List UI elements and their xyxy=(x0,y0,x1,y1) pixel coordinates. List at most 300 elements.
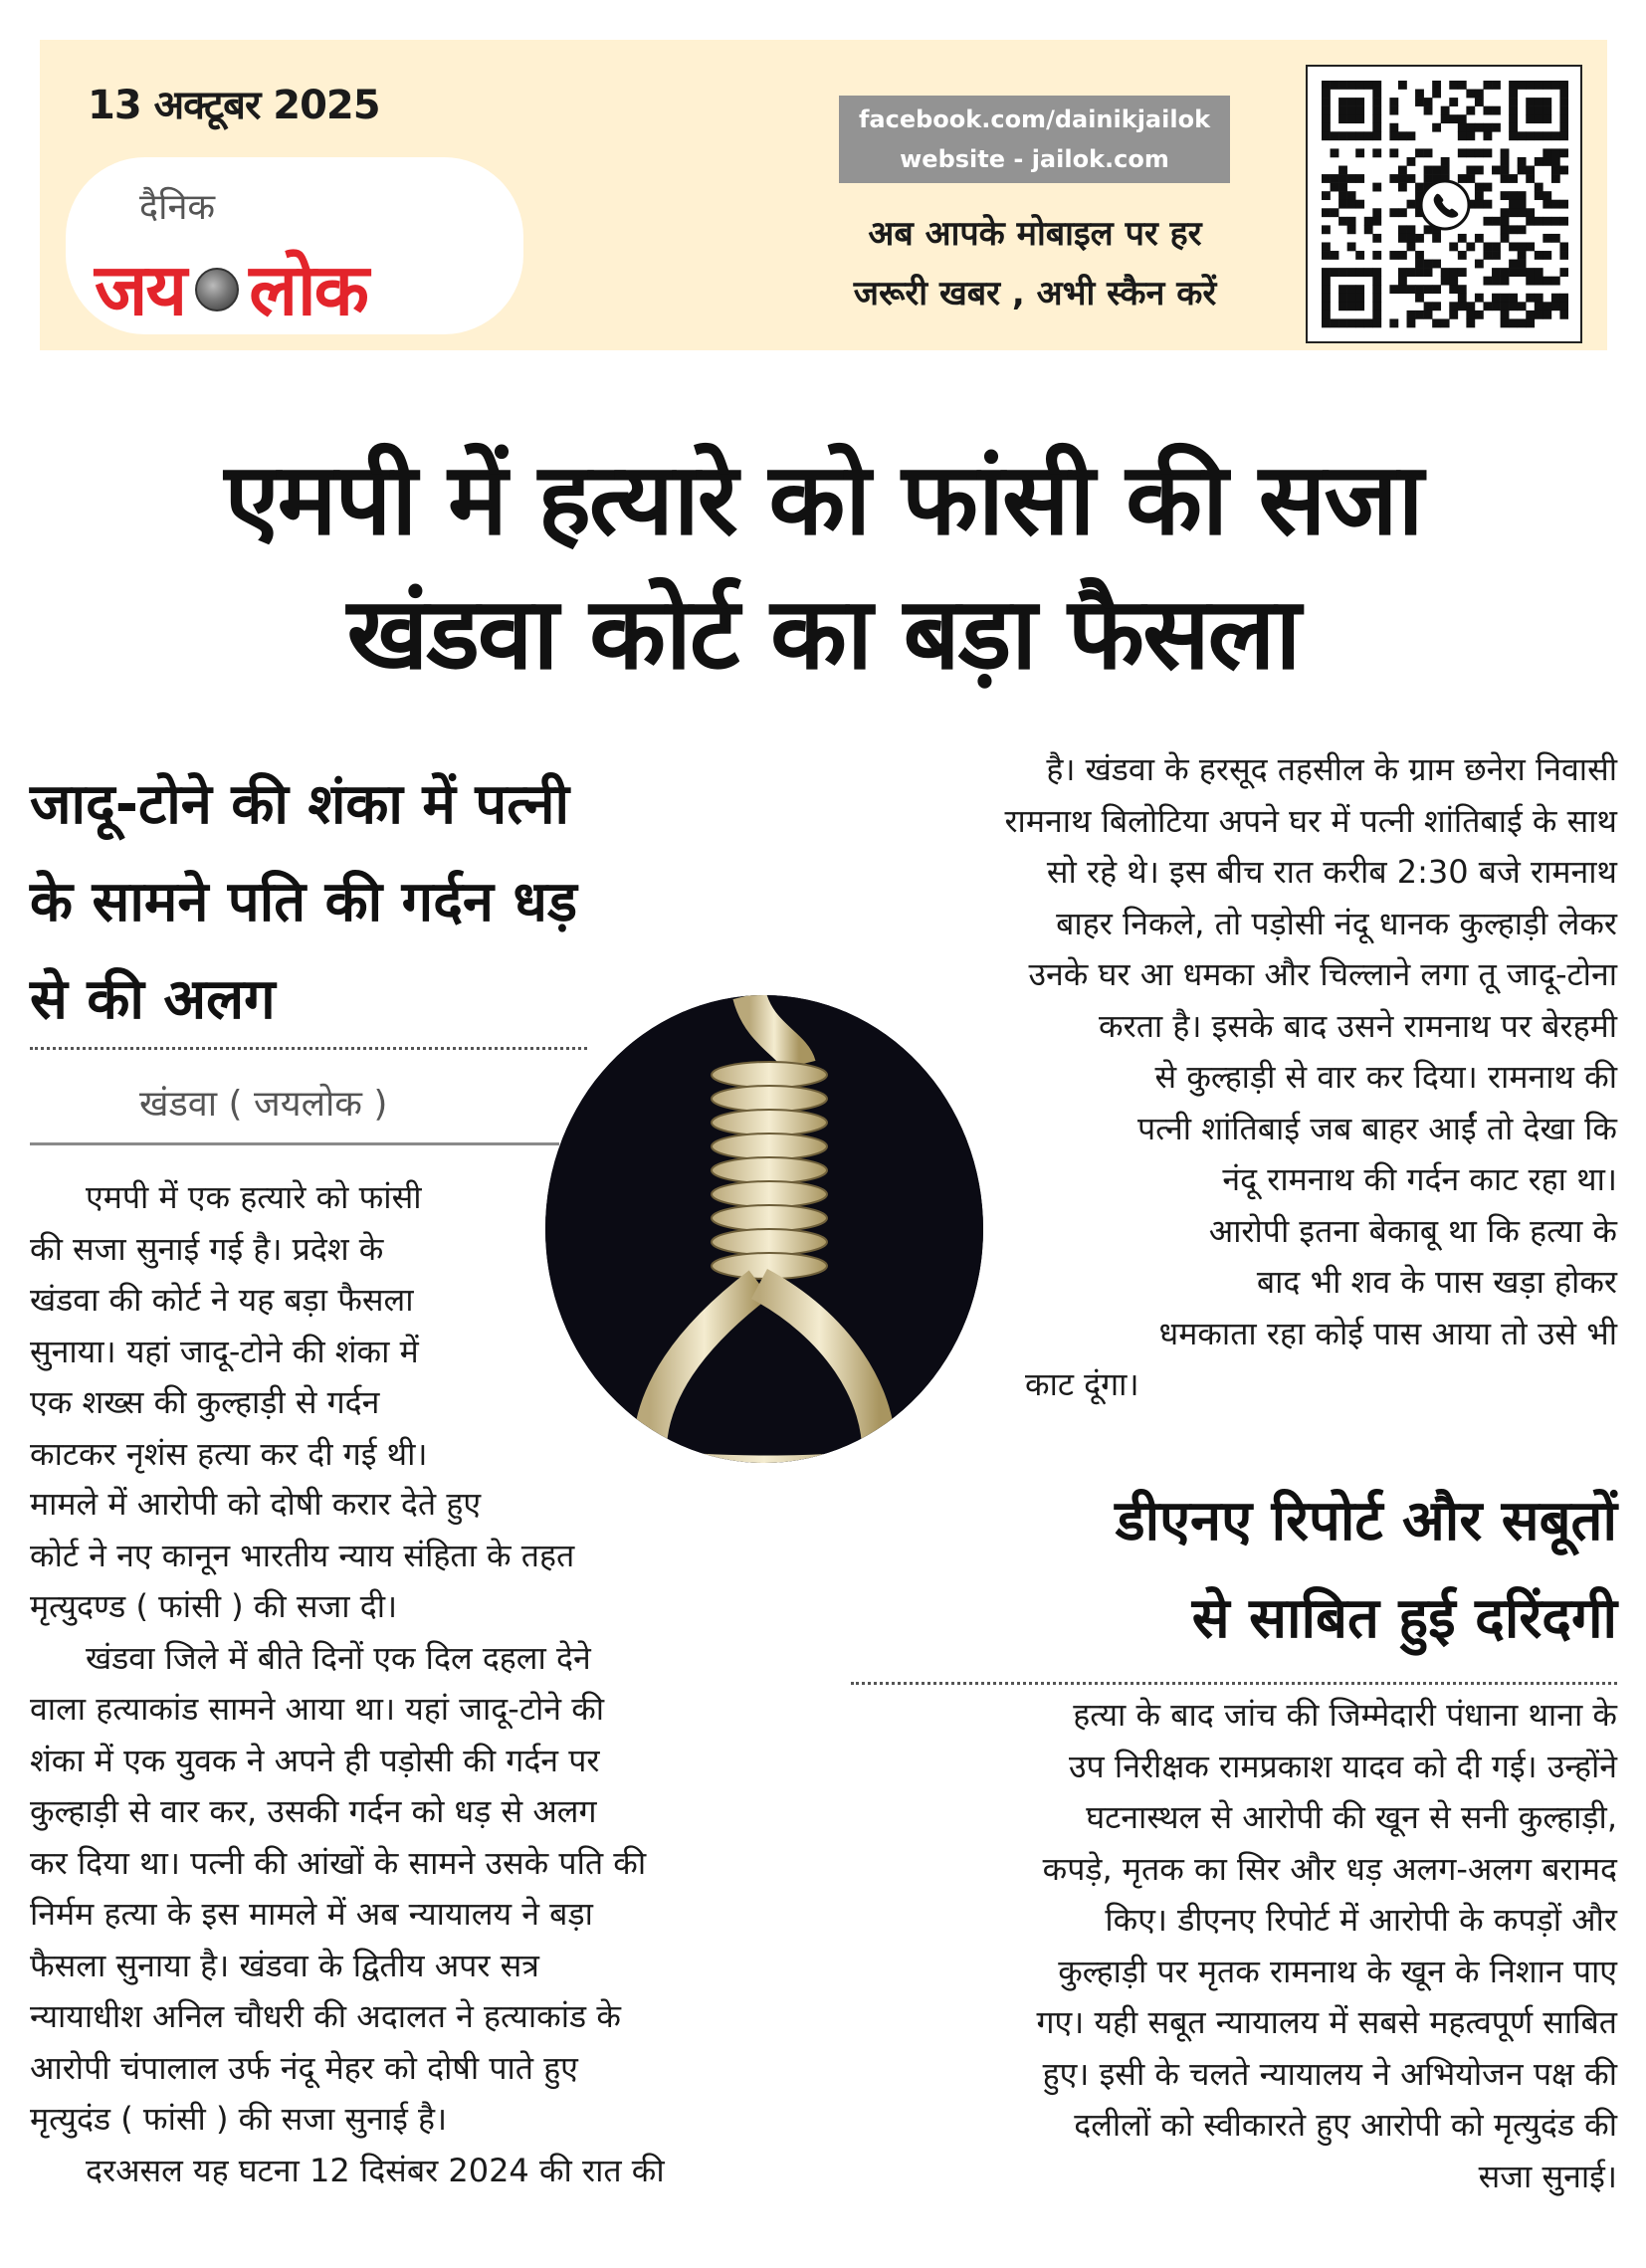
qr-module xyxy=(1501,208,1510,217)
qr-module xyxy=(1364,131,1373,140)
rope-coil xyxy=(712,1229,827,1255)
qr-module xyxy=(1543,131,1551,140)
qr-module xyxy=(1535,106,1543,115)
rope-coil xyxy=(712,1062,827,1088)
qr-module xyxy=(1347,285,1356,294)
qr-module xyxy=(1398,234,1407,243)
qr-module xyxy=(1415,148,1424,157)
body-line: आरोपी चंपालाल उर्फ नंदू मेहर को दोषी पाते हुए xyxy=(30,2048,578,2087)
qr-module xyxy=(1535,81,1543,90)
qr-module xyxy=(1458,81,1467,90)
qr-module xyxy=(1492,123,1501,132)
qr-module xyxy=(1372,277,1381,286)
qr-module xyxy=(1398,277,1407,286)
qr-module xyxy=(1424,166,1433,175)
qr-module xyxy=(1501,277,1510,286)
qr-module xyxy=(1407,157,1416,166)
qr-module xyxy=(1526,114,1535,123)
qr-module xyxy=(1449,242,1458,251)
body-line: कुल्हाड़ी से वार कर, उसकी गर्दन को धड़ से अलग xyxy=(30,1792,597,1830)
qr-module xyxy=(1518,208,1527,217)
qr-module xyxy=(1347,200,1356,209)
qr-module xyxy=(1526,98,1535,106)
qr-module xyxy=(1338,98,1347,106)
qr-module xyxy=(1559,166,1568,175)
right-subheading-line: डीएनए रिपोर्ट और सबूतों xyxy=(1115,1489,1617,1553)
qr-module xyxy=(1509,294,1518,303)
rope-coil xyxy=(712,1110,827,1135)
qr-module xyxy=(1559,302,1568,310)
qr-module xyxy=(1347,302,1356,310)
qr-module xyxy=(1535,277,1543,286)
qr-module xyxy=(1509,208,1518,217)
qr-module xyxy=(1458,114,1467,123)
qr-module xyxy=(1449,285,1458,294)
right-column-bottom xyxy=(856,1690,1617,2202)
body-line: हुए। इसी के चलते न्यायालय ने अभियोजन पक्ष की xyxy=(1042,2054,1617,2093)
qr-module xyxy=(1458,302,1467,310)
qr-module xyxy=(1501,225,1510,234)
qr-module xyxy=(1559,131,1568,140)
qr-module xyxy=(1518,242,1527,251)
qr-module xyxy=(1338,81,1347,90)
qr-module xyxy=(1322,242,1331,251)
qr-module xyxy=(1398,131,1407,140)
qr-module xyxy=(1509,98,1518,106)
qr-module xyxy=(1501,148,1510,157)
qr-module xyxy=(1509,174,1518,183)
body-line: किए। डीएनए रिपोर्ट में आरोपी के कपड़ों और xyxy=(1105,1901,1617,1939)
qr-module xyxy=(1355,200,1364,209)
qr-module xyxy=(1322,81,1331,90)
body-line: कोर्ट ने नए कानून भारतीय न्याय संहिता के तहत xyxy=(30,1536,575,1574)
qr-module xyxy=(1364,268,1373,277)
qr-module xyxy=(1509,225,1518,234)
qr-module xyxy=(1331,208,1339,217)
qr-module xyxy=(1543,234,1551,243)
body-line: दलीलों को स्वीकारते हुए आरोपी को मृत्युदंड की xyxy=(1074,2106,1617,2144)
qr-module xyxy=(1466,166,1475,175)
qr-module xyxy=(1338,131,1347,140)
qr-module xyxy=(1492,251,1501,260)
body-line: कर दिया था। पत्नी की आंखों के सामने उसके पति की xyxy=(30,1843,647,1882)
qr-module xyxy=(1559,217,1568,226)
qr-module xyxy=(1518,251,1527,260)
qr-module xyxy=(1355,131,1364,140)
qr-module xyxy=(1415,260,1424,269)
qr-module xyxy=(1551,166,1560,175)
logo-brand-left: जय xyxy=(95,248,186,331)
qr-module xyxy=(1407,318,1416,327)
qr-module xyxy=(1449,81,1458,90)
qr-module xyxy=(1424,310,1433,319)
body-line: सजा सुनाई। xyxy=(1478,2157,1617,2195)
qr-module xyxy=(1551,148,1560,157)
qr-module xyxy=(1355,98,1364,106)
body-line: गए। यही सबूत न्यायालय में सबसे महत्वपूर्ण साबित xyxy=(1036,2003,1617,2041)
qr-module xyxy=(1407,225,1416,234)
qr-module xyxy=(1331,183,1339,192)
qr-module xyxy=(1492,277,1501,286)
qr-module xyxy=(1458,123,1467,132)
qr-module xyxy=(1372,310,1381,319)
qr-module xyxy=(1466,90,1475,99)
qr-module xyxy=(1424,106,1433,115)
qr-module xyxy=(1355,106,1364,115)
qr-module xyxy=(1509,123,1518,132)
qr-module xyxy=(1322,285,1331,294)
qr-module xyxy=(1364,318,1373,327)
body-line: मृत्युदण्ड ( फांसी ) की सजा दी। xyxy=(30,1587,398,1625)
qr-module xyxy=(1389,174,1398,183)
qr-module xyxy=(1559,123,1568,132)
body-line: न्यायाधीश अनिल चौधरी की अदालत ने हत्याकांड के xyxy=(30,1997,621,2035)
qr-module xyxy=(1338,217,1347,226)
qr-module xyxy=(1389,98,1398,106)
qr-module xyxy=(1458,174,1467,183)
qr-module xyxy=(1355,114,1364,123)
qr-module xyxy=(1535,251,1543,260)
qr-module xyxy=(1355,285,1364,294)
qr-module xyxy=(1347,131,1356,140)
qr-module xyxy=(1398,174,1407,183)
qr-module xyxy=(1501,310,1510,319)
qr-module xyxy=(1543,200,1551,209)
qr-module xyxy=(1364,217,1373,226)
qr-module xyxy=(1509,260,1518,269)
qr-module xyxy=(1347,98,1356,106)
qr-module xyxy=(1372,268,1381,277)
qr-module xyxy=(1518,200,1527,209)
qr-module xyxy=(1372,81,1381,90)
body-line: रामनाथ बिलोटिया अपने घर में पत्नी शांतिबाई के साथ xyxy=(1004,801,1617,840)
qr-module xyxy=(1322,310,1331,319)
qr-module xyxy=(1483,251,1492,260)
qr-module xyxy=(1483,106,1492,115)
qr-module xyxy=(1355,251,1364,260)
qr-module xyxy=(1322,106,1331,115)
qr-module xyxy=(1338,302,1347,310)
qr-module xyxy=(1535,302,1543,310)
gray-divider xyxy=(30,1142,559,1145)
qr-module xyxy=(1432,318,1441,327)
qr-module xyxy=(1526,268,1535,277)
qr-module xyxy=(1424,98,1433,106)
qr-module xyxy=(1543,148,1551,157)
qr-module xyxy=(1372,234,1381,243)
body-line: सो रहे थे। इस बीच रात करीब 2:30 बजे रामनाथ xyxy=(1046,853,1617,891)
body-line: मामले में आरोपी को दोषी करार देते हुए xyxy=(30,1485,482,1523)
qr-module xyxy=(1347,114,1356,123)
qr-module xyxy=(1543,277,1551,286)
qr-module xyxy=(1475,191,1484,200)
right-column-top xyxy=(851,744,1617,1411)
qr-module xyxy=(1347,294,1356,303)
qr-module xyxy=(1466,174,1475,183)
body-line: है। खंडवा के हरसूद तहसील के ग्राम छनेरा निवासी xyxy=(1046,750,1617,788)
qr-module xyxy=(1364,225,1373,234)
qr-module xyxy=(1535,294,1543,303)
qr-module xyxy=(1509,242,1518,251)
qr-module xyxy=(1492,81,1501,90)
dateline: खंडवा ( जयलोक ) xyxy=(139,1084,388,1125)
qr-code-pattern xyxy=(1322,81,1568,329)
qr-module xyxy=(1372,251,1381,260)
qr-module xyxy=(1407,268,1416,277)
qr-module xyxy=(1458,285,1467,294)
qr-module xyxy=(1372,217,1381,226)
body-line: की सजा सुनाई गई है। प्रदेश के xyxy=(30,1229,384,1268)
qr-module xyxy=(1466,131,1475,140)
qr-module xyxy=(1389,148,1398,157)
headline-line-2: खंडवा कोर्ट का बड़ा फैसला xyxy=(346,575,1300,692)
qr-module xyxy=(1338,191,1347,200)
qr-module xyxy=(1322,123,1331,132)
qr-module xyxy=(1398,225,1407,234)
qr-module xyxy=(1475,234,1484,243)
qr-module xyxy=(1389,318,1398,327)
qr-module xyxy=(1372,98,1381,106)
qr-module xyxy=(1551,302,1560,310)
headline-line-1: एमपी में हत्यारे को फांसी की सजा xyxy=(224,441,1422,557)
qr-module xyxy=(1483,131,1492,140)
qr-module xyxy=(1322,131,1331,140)
qr-module xyxy=(1355,268,1364,277)
qr-module xyxy=(1518,260,1527,269)
whatsapp-icon xyxy=(1421,181,1469,229)
left-subheading-line: के सामने पति की गर्दन धड़ xyxy=(30,870,577,934)
body-line: धमकाता रहा कोई पास आया तो उसे भी xyxy=(1158,1314,1617,1352)
qr-module xyxy=(1338,174,1347,183)
left-subheading xyxy=(30,756,786,1049)
qr-module xyxy=(1424,148,1433,157)
qr-module xyxy=(1322,114,1331,123)
qr-module xyxy=(1331,251,1339,260)
qr-module xyxy=(1509,81,1518,90)
tagline-line-1: अब आपके मोबाइल पर हर xyxy=(868,214,1202,254)
qr-module xyxy=(1483,277,1492,286)
qr-module xyxy=(1407,310,1416,319)
qr-module xyxy=(1415,90,1424,99)
qr-module xyxy=(1347,225,1356,234)
qr-module xyxy=(1475,200,1484,209)
qr-module xyxy=(1449,302,1458,310)
qr-module xyxy=(1483,242,1492,251)
qr-module xyxy=(1449,98,1458,106)
qr-module xyxy=(1559,310,1568,319)
qr-module xyxy=(1559,294,1568,303)
qr-module xyxy=(1322,302,1331,310)
qr-module xyxy=(1551,234,1560,243)
qr-module xyxy=(1535,310,1543,319)
body-line: खंडवा जिले में बीते दिनों एक दिल दहला देने xyxy=(86,1638,591,1677)
qr-module xyxy=(1441,268,1450,277)
qr-module xyxy=(1483,217,1492,226)
qr-module xyxy=(1398,81,1407,90)
qr-module xyxy=(1551,294,1560,303)
qr-module xyxy=(1415,294,1424,303)
qr-module xyxy=(1518,81,1527,90)
qr-module xyxy=(1322,191,1331,200)
qr-module xyxy=(1347,318,1356,327)
body-line: बाद भी शव के पास खड़ा होकर xyxy=(1256,1263,1617,1301)
body-line: शंका में एक युवक ने अपने ही पड़ोसी की गर्दन पर xyxy=(30,1741,600,1779)
qr-module xyxy=(1338,183,1347,192)
qr-module xyxy=(1559,268,1568,277)
qr-module xyxy=(1458,234,1467,243)
qr-module xyxy=(1322,318,1331,327)
body-line: एमपी में एक हत्यारे को फांसी xyxy=(86,1178,422,1216)
qr-module xyxy=(1322,268,1331,277)
body-line: हत्या के बाद जांच की जिम्मेदारी पंधाना थाना के xyxy=(1073,1696,1617,1734)
qr-module xyxy=(1322,225,1331,234)
qr-module xyxy=(1415,268,1424,277)
qr-module xyxy=(1407,234,1416,243)
qr-module xyxy=(1466,242,1475,251)
globe-icon xyxy=(195,268,239,311)
facebook-link[interactable]: facebook.com/dainikjailok xyxy=(858,105,1211,133)
qr-module xyxy=(1372,148,1381,157)
qr-module xyxy=(1475,98,1484,106)
qr-module xyxy=(1475,294,1484,303)
qr-module xyxy=(1518,166,1527,175)
qr-module xyxy=(1501,174,1510,183)
qr-module xyxy=(1407,174,1416,183)
qr-module xyxy=(1475,90,1484,99)
qr-module xyxy=(1441,277,1450,286)
qr-module xyxy=(1466,302,1475,310)
qr-module xyxy=(1449,277,1458,286)
qr-module xyxy=(1347,106,1356,115)
qr-module xyxy=(1338,106,1347,115)
qr-module xyxy=(1458,268,1467,277)
body-line: घटनास्थल से आरोपी की खून से सनी कुल्हाड़ी, xyxy=(1086,1798,1617,1836)
dotted-divider xyxy=(30,1047,587,1050)
qr-module xyxy=(1355,81,1364,90)
social-links-box xyxy=(839,96,1230,183)
qr-module xyxy=(1331,318,1339,327)
qr-module xyxy=(1372,106,1381,115)
qr-module xyxy=(1535,268,1543,277)
logo-dainik: दैनिक xyxy=(139,187,216,228)
qr-module xyxy=(1501,166,1510,175)
qr-module xyxy=(1424,285,1433,294)
qr-module xyxy=(1543,310,1551,319)
qr-module xyxy=(1466,106,1475,115)
qr-module xyxy=(1322,98,1331,106)
qr-module xyxy=(1475,260,1484,269)
qr-module xyxy=(1415,98,1424,106)
qr-module xyxy=(1543,98,1551,106)
logo-brand xyxy=(95,239,367,336)
qr-module xyxy=(1415,183,1424,192)
qr-module xyxy=(1415,285,1424,294)
qr-module xyxy=(1483,148,1492,157)
qr-module xyxy=(1389,106,1398,115)
qr-module xyxy=(1483,302,1492,310)
qr-module xyxy=(1526,277,1535,286)
qr-module xyxy=(1501,217,1510,226)
qr-module xyxy=(1372,294,1381,303)
qr-module xyxy=(1543,114,1551,123)
qr-module xyxy=(1526,242,1535,251)
qr-module xyxy=(1509,268,1518,277)
qr-module xyxy=(1364,81,1373,90)
qr-module xyxy=(1535,157,1543,166)
qr-module xyxy=(1492,294,1501,303)
qr-module xyxy=(1526,217,1535,226)
qr-module xyxy=(1458,294,1467,303)
qr-module xyxy=(1543,217,1551,226)
qr-module xyxy=(1441,318,1450,327)
qr-module xyxy=(1551,277,1560,286)
qr-module xyxy=(1347,81,1356,90)
left-subheading-line: जादू-टोने की शंका में पत्नी xyxy=(30,772,570,837)
body-line: दरअसल यह घटना 12 दिसंबर 2024 की रात की xyxy=(86,2151,665,2189)
body-line: फैसला सुनाया है। खंडवा के द्वितीय अपर सत्र xyxy=(30,1946,539,1984)
qr-module xyxy=(1424,260,1433,269)
qr-module xyxy=(1543,251,1551,260)
qr-module xyxy=(1492,166,1501,175)
qr-module xyxy=(1543,157,1551,166)
rope-coil xyxy=(712,1205,827,1231)
qr-module xyxy=(1458,131,1467,140)
qr-module xyxy=(1441,157,1450,166)
qr-module xyxy=(1475,183,1484,192)
qr-module xyxy=(1372,90,1381,99)
rope-coil xyxy=(712,1134,827,1159)
qr-module xyxy=(1509,318,1518,327)
qr-module xyxy=(1322,251,1331,260)
qr-module xyxy=(1372,318,1381,327)
qr-module xyxy=(1518,302,1527,310)
qr-module xyxy=(1355,174,1364,183)
tagline-line-2: जरूरी खबर , अभी स्कैन करें xyxy=(853,274,1217,313)
qr-module xyxy=(1424,174,1433,183)
qr-module xyxy=(1432,285,1441,294)
qr-module xyxy=(1518,157,1527,166)
qr-module xyxy=(1338,200,1347,209)
qr-module xyxy=(1441,106,1450,115)
qr-module xyxy=(1338,285,1347,294)
qr-module xyxy=(1415,251,1424,260)
qr-module xyxy=(1559,148,1568,157)
qr-module xyxy=(1509,114,1518,123)
qr-module xyxy=(1509,90,1518,99)
qr-module xyxy=(1551,157,1560,166)
qr-module xyxy=(1526,166,1535,175)
logo-brand-right: लोक xyxy=(249,248,367,331)
body-line: मृत्युदंड ( फांसी ) की सजा सुनाई है। xyxy=(30,2100,448,2138)
qr-module xyxy=(1322,174,1331,183)
qr-code[interactable] xyxy=(1306,65,1582,343)
website-link[interactable]: website - jailok.com xyxy=(900,145,1169,173)
qr-module xyxy=(1535,114,1543,123)
qr-module xyxy=(1551,131,1560,140)
qr-module xyxy=(1543,302,1551,310)
qr-module xyxy=(1543,106,1551,115)
qr-module xyxy=(1355,318,1364,327)
qr-module xyxy=(1518,318,1527,327)
qr-module xyxy=(1347,191,1356,200)
qr-module xyxy=(1389,285,1398,294)
qr-module xyxy=(1551,217,1560,226)
body-line: से कुल्हाड़ी से वार कर दिया। रामनाथ की xyxy=(1154,1058,1617,1096)
qr-module xyxy=(1535,191,1543,200)
qr-module xyxy=(1432,260,1441,269)
qr-module xyxy=(1483,183,1492,192)
qr-module xyxy=(1475,166,1484,175)
